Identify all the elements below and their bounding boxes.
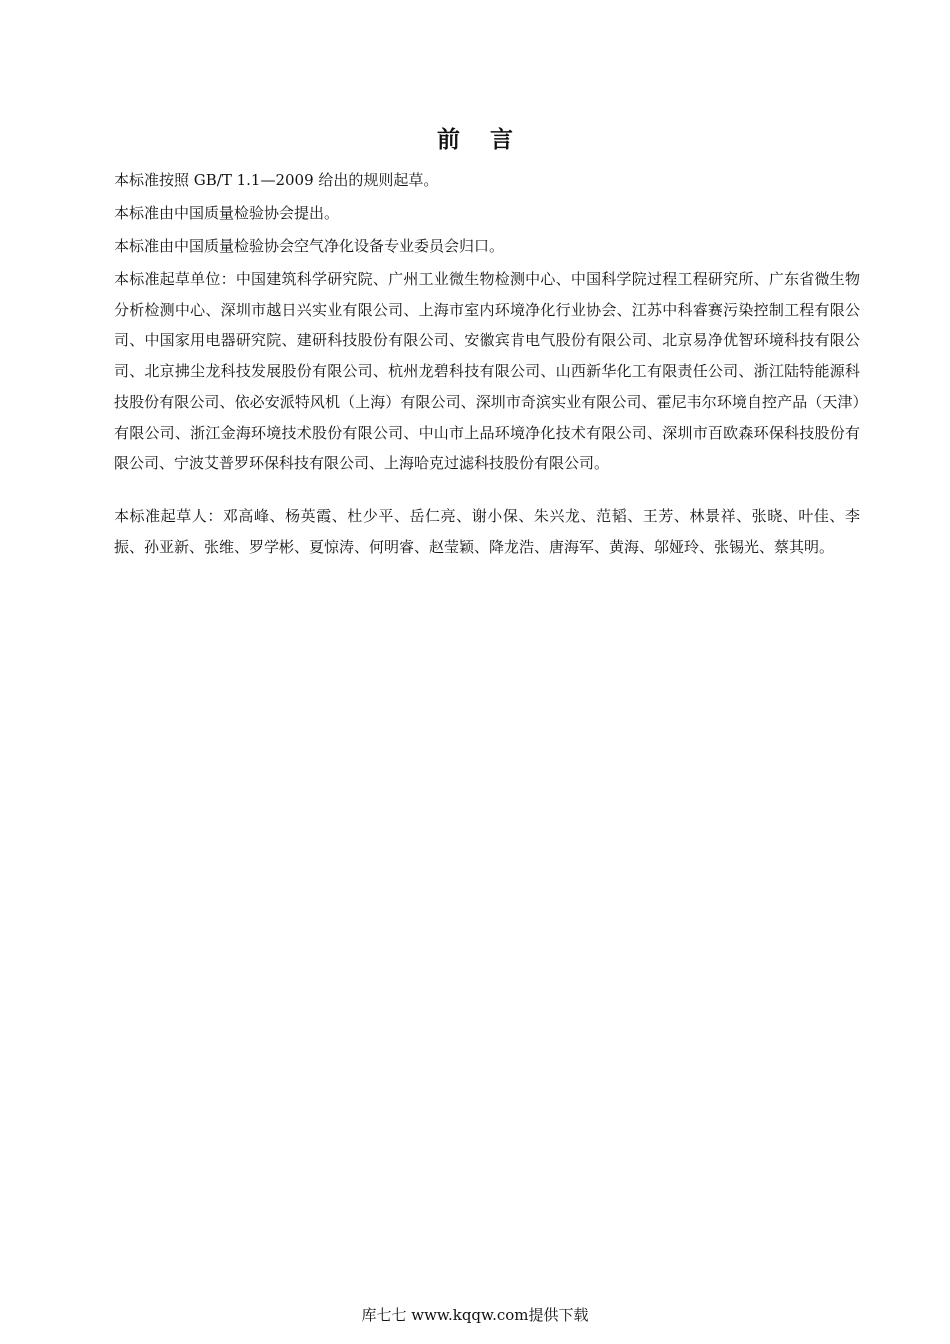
- paragraph-proposer: 本标准由中国质量检验协会提出。: [114, 204, 340, 222]
- paragraph-drafters: 本标准起草人：邓高峰、杨英霞、杜少平、岳仁亮、谢小保、朱兴龙、范韬、王芳、林景祥、张晓、叶佳、李振、孙亚新、张维、罗学彬、夏惊涛、何明睿、赵莹颖、降龙浩、唐海军、黄海、邬娅玲、张锡光、蔡其明。: [114, 506, 860, 556]
- paragraph-drafting-rules: 本标准按照 GB/T 1.1—2009 给出的规则起草。: [114, 171, 439, 189]
- document-body: [114, 168, 860, 571]
- page-title: 前言: [437, 127, 543, 153]
- paragraph-drafting-units: 本标准起草单位：中国建筑科学研究院、广州工业微生物检测中心、中国科学院过程工程研究所、广东省微生物分析检测中心、深圳市越日兴实业有限公司、上海市室内环境净化行业协会、江苏中科睿赛污染控制工程有限公司、中国家用电器研究院、建研科技股份有限公司、安徽宾肯电气股份有限公司、北京易净优智环境科技有限公司、北京拂尘龙科技发展股份有限公司、杭州龙碧科技有限公司、山西新华化工有限责任公司、浙江陆特能源科技股份有限公司、依必安派特风机（上海）有限公司、深圳市奇滨实业有限公司、霍尼韦尔环境自控产品（天津）有限公司、浙江金海环境技术股份有限公司、中山市上品环境净化技术有限公司、深圳市百欧森环保科技股份有限公司、宁波艾普罗环保科技有限公司、上海哈克过滤科技股份有限公司。: [114, 270, 860, 473]
- paragraph-responsible-committee: 本标准由中国质量检验协会空气净化设备专业委员会归口。: [114, 237, 505, 255]
- download-footer: 库七七 www.kqqw.com提供下载: [361, 1306, 589, 1324]
